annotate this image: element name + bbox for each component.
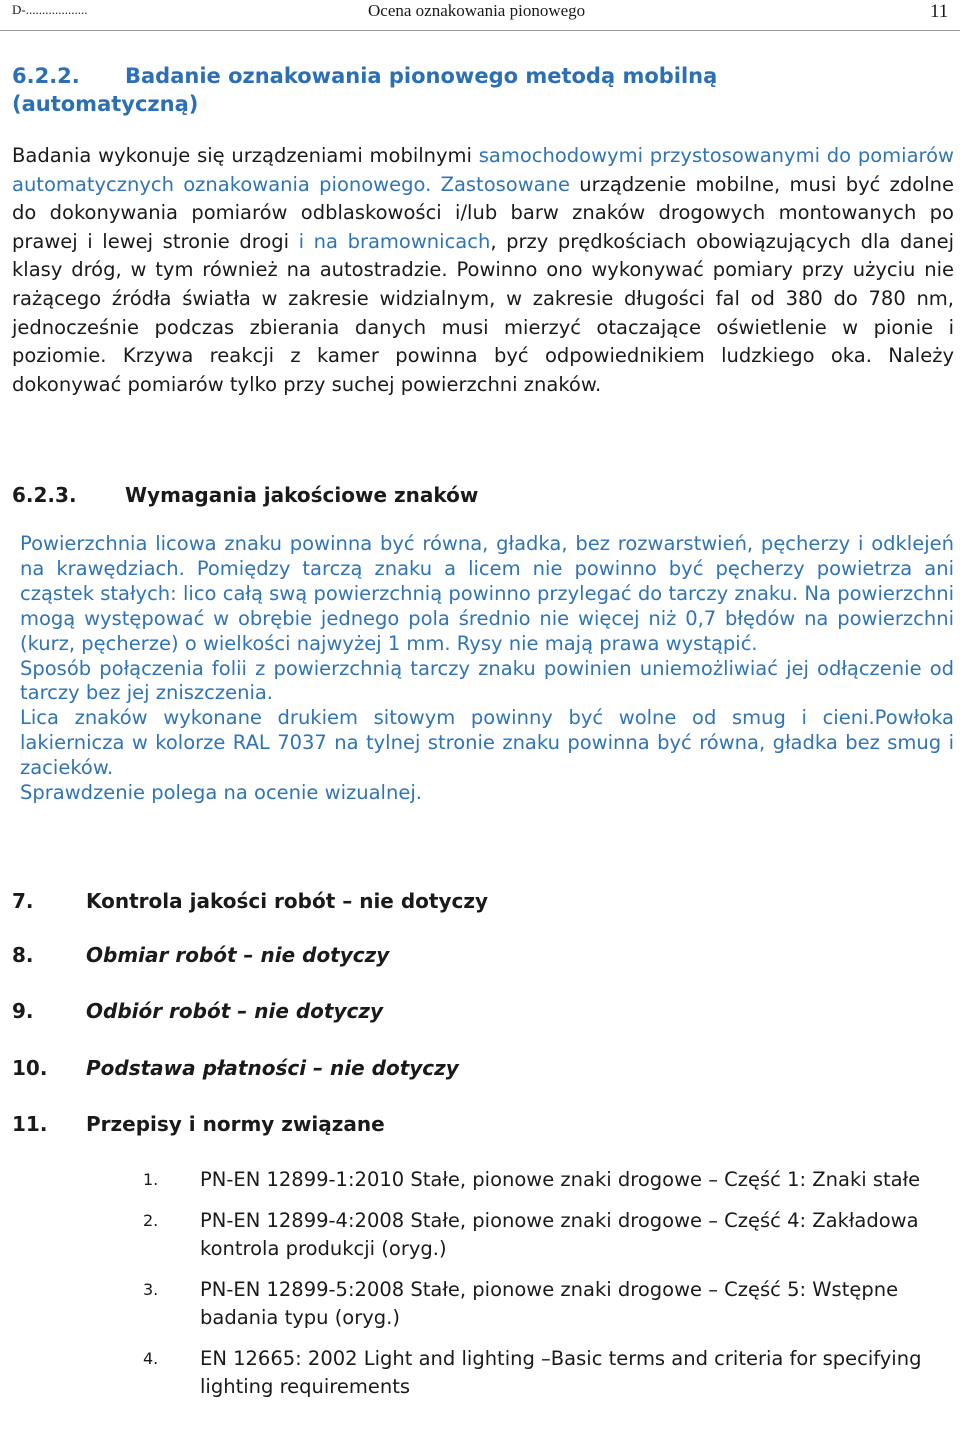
header-title: Ocena oznakowania pionowego <box>368 1 586 20</box>
header-doc-code: D-................... <box>12 2 88 17</box>
references-list <box>143 1166 943 1414</box>
section-title: Odbiór robót <box>86 999 231 1023</box>
section-dash: – <box>236 943 261 967</box>
section-dash: – <box>230 999 255 1023</box>
section-title: Podstawa płatności <box>86 1056 307 1080</box>
text-run: urządzenie mobilne, musi być zdolne do dokonywania pomiarów odblaskowości i/lub barw znaków drogowych montowanych po prawej i lewej stronie drogi <box>12 172 954 253</box>
section-title: Obmiar robót <box>86 943 237 967</box>
reference-item <box>143 1345 943 1401</box>
reference-text: PN-EN 12899-1:2010 Stałe, pionowe znaki drogowe – Część 1: Znaki stałe <box>200 1168 921 1191</box>
reference-item <box>143 1207 943 1263</box>
heading-title-line1: Badanie oznakowania pionowego metodą mobilną <box>125 64 718 88</box>
section-number: 8. <box>12 943 34 967</box>
reference-number: 2. <box>143 1211 159 1230</box>
reference-text: PN-EN 12899-5:2008 Stałe, pionowe znaki drogowe – Część 5: Wstępne badania typu (oryg.) <box>200 1278 899 1329</box>
section-title: Kontrola jakości robót <box>86 889 336 913</box>
section-number: 7. <box>12 889 34 913</box>
paragraph: Sprawdzenie polega na ocenie wizualnej. <box>20 781 422 805</box>
paragraph: Lica znaków wykonane drukiem sitowym powinny być wolne od smug i cieni.Powłoka lakiernicza w kolorze RAL 7037 na tylnej stronie znaku powinna być równa, gładka bez smug i zacieków. <box>20 706 954 780</box>
heading-number: 6.2.3. <box>12 483 77 507</box>
reference-number: 3. <box>143 1280 159 1299</box>
section-dash: – <box>306 1056 331 1080</box>
section-title: Przepisy i normy związane <box>86 1112 385 1136</box>
section-8-heading <box>12 941 942 969</box>
text-run: , przy prędkościach obowiązujących dla danej klasy dróg, w tym również na autostradzie. Powinno ono wykonywać pomiary przy użyciu nie rażącego źródła światła w zakresie widzialnym, w zakresie długości fal od 380 do 780 nm, jednocześnie podczas zbierania danych musi mierzyć otaczające oświetlenie w pionie i poziomie. Krzywa reakcji z kamer powinna być odpowiednikiem ludzkiego oka. Należy dokonywać pomiarów tylko przy suchej powierzchni znaków. <box>12 229 955 396</box>
heading-title-line2: (automatyczną) <box>12 92 199 116</box>
reference-number: 4. <box>143 1349 159 1368</box>
text-run-highlight: samochodowymi przystosowanymi do pomiarów automatycznych oznakowania pionowego. Zastosowane <box>12 144 954 196</box>
section-note: nie dotyczy <box>330 1056 459 1080</box>
reference-text: PN-EN 12899-4:2008 Stałe, pionowe znaki drogowe – Część 4: Zakładowa kontrola produkcji (oryg.) <box>200 1209 919 1260</box>
section-number: 11. <box>12 1112 48 1136</box>
section-11-heading <box>12 1110 942 1138</box>
paragraph: Sposób połączenia folii z powierzchnią tarczy znaku powinien uniemożliwiać jej odłączenie od tarczy bez jej zniszczenia. <box>20 656 954 705</box>
heading-6-2-3 <box>12 481 932 509</box>
heading-title: Wymagania jakościowe znaków <box>125 483 479 507</box>
paragraph-mobile-testing <box>12 142 954 399</box>
reference-item <box>143 1276 943 1332</box>
reference-text: EN 12665: 2002 Light and lighting –Basic terms and criteria for specifying lighting requirements <box>200 1347 922 1398</box>
heading-6-2-2 <box>12 62 932 118</box>
heading-number: 6.2.2. <box>12 64 80 88</box>
section-dash: – <box>335 889 360 913</box>
page-header <box>0 0 960 31</box>
section-note: nie dotyczy <box>260 943 390 967</box>
paragraph: Powierzchnia licowa znaku powinna być równa, gładka, bez rozwarstwień, pęcherzy i odklejeń na krawędziach. Pomiędzy tarczą znaku a licem nie powinno być pęcherzy powietrza ani cząstek stałych: lico całą swą powierzchnią powinno przylegać do tarczy znaku. Na powierzchni mogą występować w obrębie jednego pola średnio nie więcej niż 0,7 błędów na powierzchni (kurz, pęcherze) o wielkości najwyżej 1 mm. Rysy nie mają prawa wystąpić. <box>20 532 954 655</box>
section-10-heading <box>12 1054 942 1082</box>
text-run-highlight: i na bramownicach <box>298 229 491 253</box>
section-7-heading <box>12 887 942 915</box>
section-number: 10. <box>12 1056 48 1080</box>
section-9-heading <box>12 997 942 1025</box>
quality-requirements-text <box>20 532 954 806</box>
page-number: 11 <box>930 1 949 22</box>
section-note: nie dotyczy <box>359 889 489 913</box>
section-number: 9. <box>12 999 34 1023</box>
reference-number: 1. <box>143 1170 159 1189</box>
text-run: Badania wykonuje się urządzeniami mobilnymi <box>12 144 479 167</box>
section-note: nie dotyczy <box>254 999 384 1023</box>
reference-item <box>143 1166 943 1194</box>
